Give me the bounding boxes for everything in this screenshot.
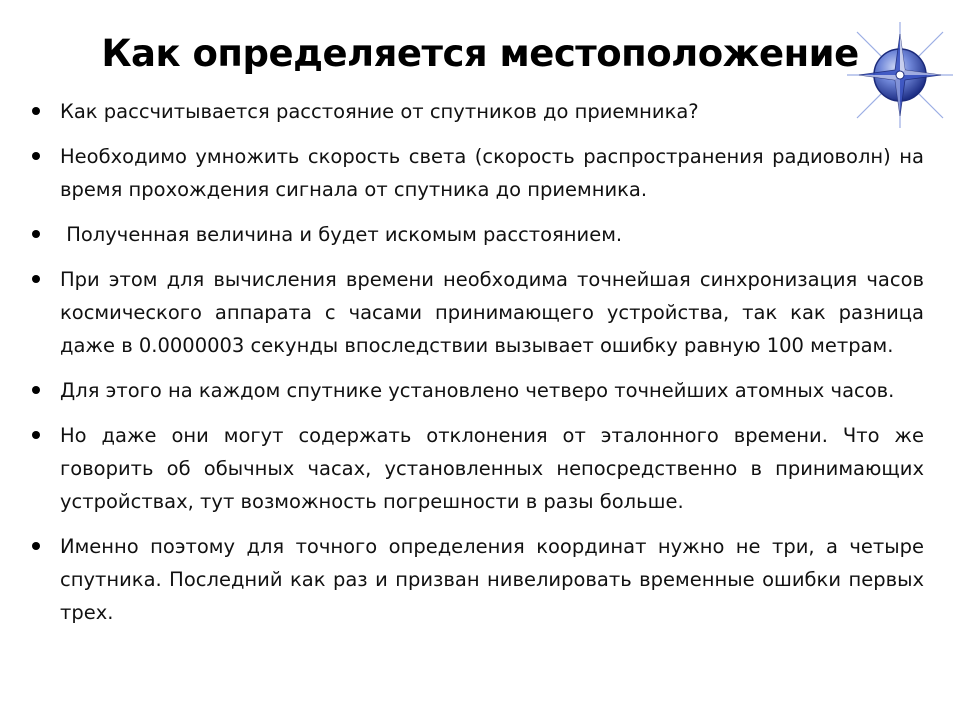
bullet-text: Как рассчитывается расстояние от спутников до приемника? bbox=[60, 100, 699, 123]
bullet-text: При этом для вычисления времени необходима точнейшая синхронизация часов космического аппарата с часами принимающего устройства, так как разница даже в 0.0000003 секунды впоследствии вызывает ошибку равную 100 метрам. bbox=[60, 268, 924, 357]
bullet-text: Для этого на каждом спутнике установлено четверо точнейших атомных часов. bbox=[60, 379, 895, 402]
bullet-text: Именно поэтому для точного определения координат нужно не три, а четыре спутника. Последний как раз и призван нивелировать временные ошибки первых трех. bbox=[60, 535, 924, 624]
list-item bbox=[28, 419, 924, 518]
bullet-text: Полученная величина и будет искомым расстоянием. bbox=[60, 223, 623, 246]
list-item bbox=[28, 95, 924, 128]
bullet-dot-icon bbox=[32, 386, 40, 394]
list-item bbox=[28, 218, 924, 251]
bullet-dot-icon bbox=[32, 107, 40, 115]
bullet-dot-icon bbox=[32, 275, 40, 283]
bullet-dot-icon bbox=[32, 230, 40, 238]
list-item bbox=[28, 263, 924, 362]
bullet-text: Необходимо умножить скорость света (скорость распространения радиоволн) на время прохождения сигнала от спутника до приемника. bbox=[60, 145, 924, 201]
bullet-dot-icon bbox=[32, 152, 40, 160]
list-item bbox=[28, 530, 924, 629]
slide-title: Как определяется местоположение bbox=[101, 32, 859, 75]
bullet-list bbox=[28, 95, 924, 641]
list-item bbox=[28, 140, 924, 206]
bullet-text: Но даже они могут содержать отклонения от эталонного времени. Что же говорить об обычных часах, установленных непосредственно в принимающих устройствах, тут возможность погрешности в разы больше. bbox=[60, 424, 924, 513]
list-item bbox=[28, 374, 924, 407]
bullet-dot-icon bbox=[32, 542, 40, 550]
bullet-dot-icon bbox=[32, 431, 40, 439]
